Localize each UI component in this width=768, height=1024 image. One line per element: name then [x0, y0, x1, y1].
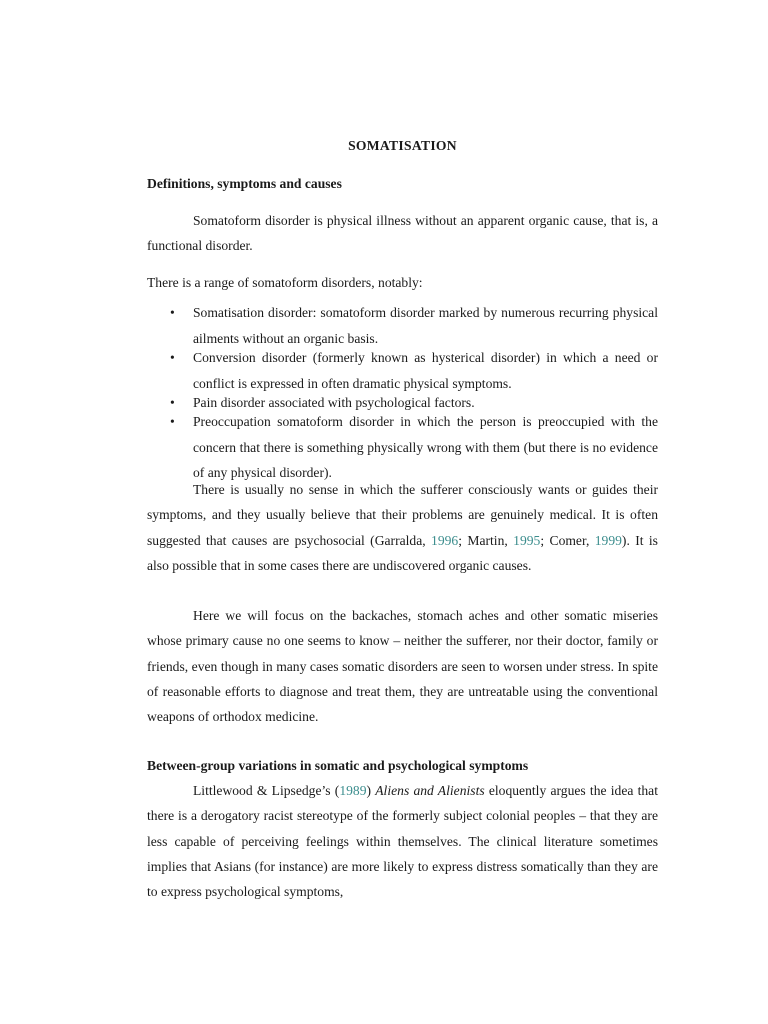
paragraph-definition: Somatoform disorder is physical illness without an apparent organic cause, that is, a functional disorder.	[147, 213, 658, 254]
list-item: • Pain disorder associated with psychological factors.	[170, 395, 475, 410]
paragraph-focus: Here we will focus on the backaches, stomach aches and other somatic miseries whose primary cause no one seems to know – neither the sufferer, nor their doctor, family or friends, even though in many cases somatic disorders are seen to worsen under stress. In spite of reasonable efforts to diagnose and treat them, they are untreatable using the conventional weapons of orthodox medicine.	[147, 608, 658, 725]
paragraph-causes: There is usually no sense in which the sufferer consciously wants or guides their symptoms, and they usually believe that their problems are genuinely medical. It is often suggested that causes are psychosocial (Garralda, 1996; Martin, 1995; Comer, 1999). It is also possible that in some cases there are undiscovered organic causes.	[147, 482, 658, 573]
list-item: • Conversion disorder (formerly known as hysterical disorder) in which a need or conflict is expressed in often dramatic physical symptoms.	[147, 345, 658, 396]
somatoform-list	[147, 300, 658, 486]
bullet-icon: •	[170, 414, 175, 429]
bullet-icon: •	[170, 395, 175, 410]
bullet-icon: •	[170, 305, 175, 320]
paragraph-littlewood: Littlewood & Lipsedge’s (1989) Aliens and Alienists eloquently argues the idea that there is a derogatory racist stereotype of the formerly subject colonial peoples – that they are less capable of perceiving feelings within themselves. The clinical literature sometimes implies that Asians (for instance) are more likely to express distress somatically than they are to express psychological symptoms,	[147, 783, 658, 900]
citation-link[interactable]: 1996	[431, 532, 459, 548]
section-heading-variations: Between-group variations in somatic and psychological symptoms	[147, 758, 529, 773]
section-heading-definitions: Definitions, symptoms and causes	[147, 176, 342, 191]
page-title: SOMATISATION	[348, 138, 457, 153]
list-intro: There is a range of somatoform disorders, notably:	[147, 275, 423, 290]
citation-link[interactable]: 1989	[339, 783, 367, 798]
citation-link[interactable]: 1999	[594, 532, 622, 548]
list-item: • Somatisation disorder: somatoform disorder marked by numerous recurring physical ailments without an organic basis.	[147, 300, 658, 351]
book-title: Aliens and Alienists	[375, 783, 485, 798]
citation-link[interactable]: 1995	[513, 532, 541, 548]
list-item: • Preoccupation somatoform disorder in which the person is preoccupied with the concern that there is something physically wrong with them (but there is no evidence of any physical disorder).	[147, 409, 658, 486]
bullet-icon: •	[170, 350, 175, 365]
